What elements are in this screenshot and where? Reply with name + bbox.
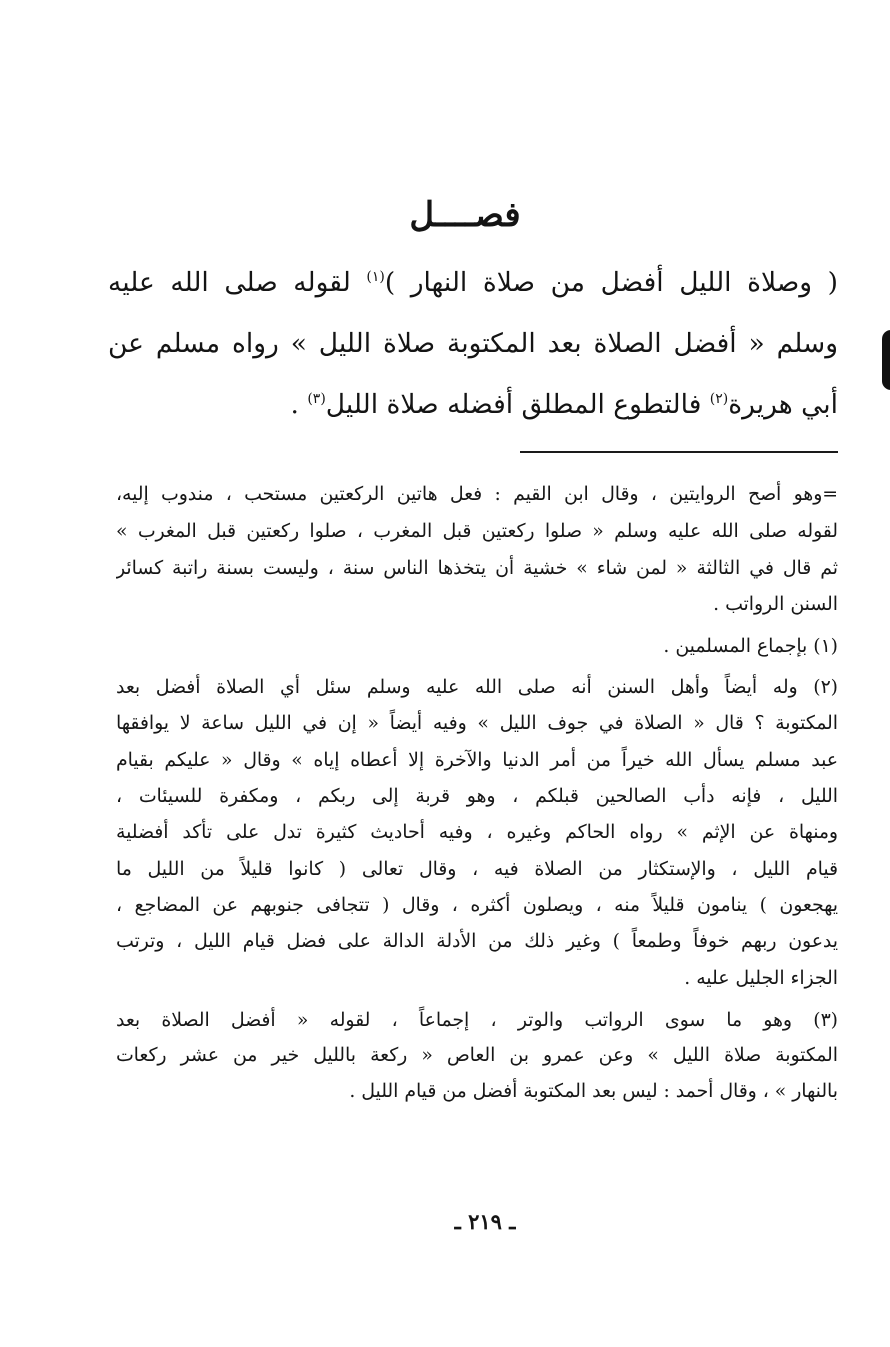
footnote-line: (٣) وهو ما سوى الرواتب والوتر ، إجماعاً ، لقوله « أفضل الصلاة بعد	[116, 1009, 838, 1031]
main-line-text: .	[290, 389, 308, 420]
footnote-line: =وهو أصح الروايتين ، وقال ابن القيم : فعل هاتين الركعتين مستحب ، مندوب إليه،	[116, 484, 838, 505]
main-line-text: فالتطوع المطلق أفضله صلاة الليل	[325, 389, 710, 420]
footnote-ref: (١)	[366, 269, 385, 286]
footnote-line: المكتوبة صلاة الليل » وعن عمرو بن العاص « ركعة بالليل خير من عشر ركعات	[116, 1045, 838, 1067]
footnote-line: يهجعون ) ينامون قليلاً منه ، ويصلون أكثره ، وقال ( تتجافى جنوبهم عن المضاجع ،	[116, 894, 838, 916]
footnote-continuation	[116, 477, 838, 624]
main-line-text: أبي هريرة	[728, 389, 838, 420]
section-heading: فصــــل	[409, 195, 521, 235]
footnotes	[116, 477, 838, 1109]
footnote-1	[116, 629, 838, 665]
footnote-2	[116, 670, 838, 997]
footnote-line: قيام الليل ، والإستكثار من الصلاة فيه ، وقال تعالى ( كانوا قليلاً من الليل ما	[116, 858, 838, 880]
footnote-line: (٢) وله أيضاً وأهل السنن أنه صلى الله عليه وسلم سئل أي الصلاة أفضل بعد	[116, 677, 838, 699]
footnote-ref: (٣)	[307, 391, 326, 408]
footnote-line: لقوله صلى الله عليه وسلم « صلوا ركعتين قبل المغرب ، صلوا ركعتين قبل المغرب »	[116, 520, 838, 542]
footnote-3	[116, 1003, 838, 1110]
main-line	[108, 374, 838, 435]
footnote-ref: (٢)	[709, 391, 729, 408]
main-line-text: ( وصلاة الليل أفضل من صلاة النهار )	[384, 267, 839, 298]
footnote-divider	[520, 451, 838, 453]
page-edge-mark	[882, 330, 890, 390]
footnote-line: الجزاء الجليل عليه .	[684, 967, 838, 989]
main-line	[108, 252, 838, 313]
footnote-line: (١) بإجماع المسلمين .	[663, 636, 838, 658]
footnote-line: المكتوبة ؟ قال « الصلاة في جوف الليل » وفيه أيضاً « إن في الليل ساعة لا يوافقها	[116, 713, 838, 735]
footnote-line: السنن الرواتب .	[713, 594, 838, 616]
footnote-line: ومنهاة عن الإثم » رواه الحاكم وغيره ، وفيه أحاديث كثيرة تدل على تأكد أفضلية	[116, 822, 838, 844]
footnote-line: يدعون ربهم خوفاً وطمعاً ) وغير ذلك من الأدلة الدالة على فضل قيام الليل ، وترتب	[116, 931, 838, 953]
main-line-text: وسلم « أفضل الصلاة بعد المكتوبة صلاة الليل » رواه مسلم عن	[108, 328, 838, 359]
page-number: ـ ٢١٩ ـ	[454, 1209, 516, 1234]
footnote-line: عبد مسلم يسأل الله خيراً من أمر الدنيا والآخرة إلا أعطاه إياه » وقال « عليكم بقيام	[116, 749, 838, 771]
main-line-text: لقوله صلى الله عليه	[108, 267, 367, 298]
main-paragraph	[108, 252, 838, 435]
main-line	[108, 313, 838, 374]
footnote-line: بالنهار » ، وقال أحمد : ليس بعد المكتوبة أفضل من قيام الليل .	[349, 1080, 838, 1102]
footnote-line: الليل ، فإنه دأب الصالحين قبلكم ، وهو قربة إلى ربكم ، ومكفرة للسيئات ،	[116, 786, 838, 808]
footnote-line: ثم قال في الثالثة « لمن شاء » خشية أن يتخذها الناس سنة ، وليست بسنة راتبة كسائر	[116, 557, 838, 579]
